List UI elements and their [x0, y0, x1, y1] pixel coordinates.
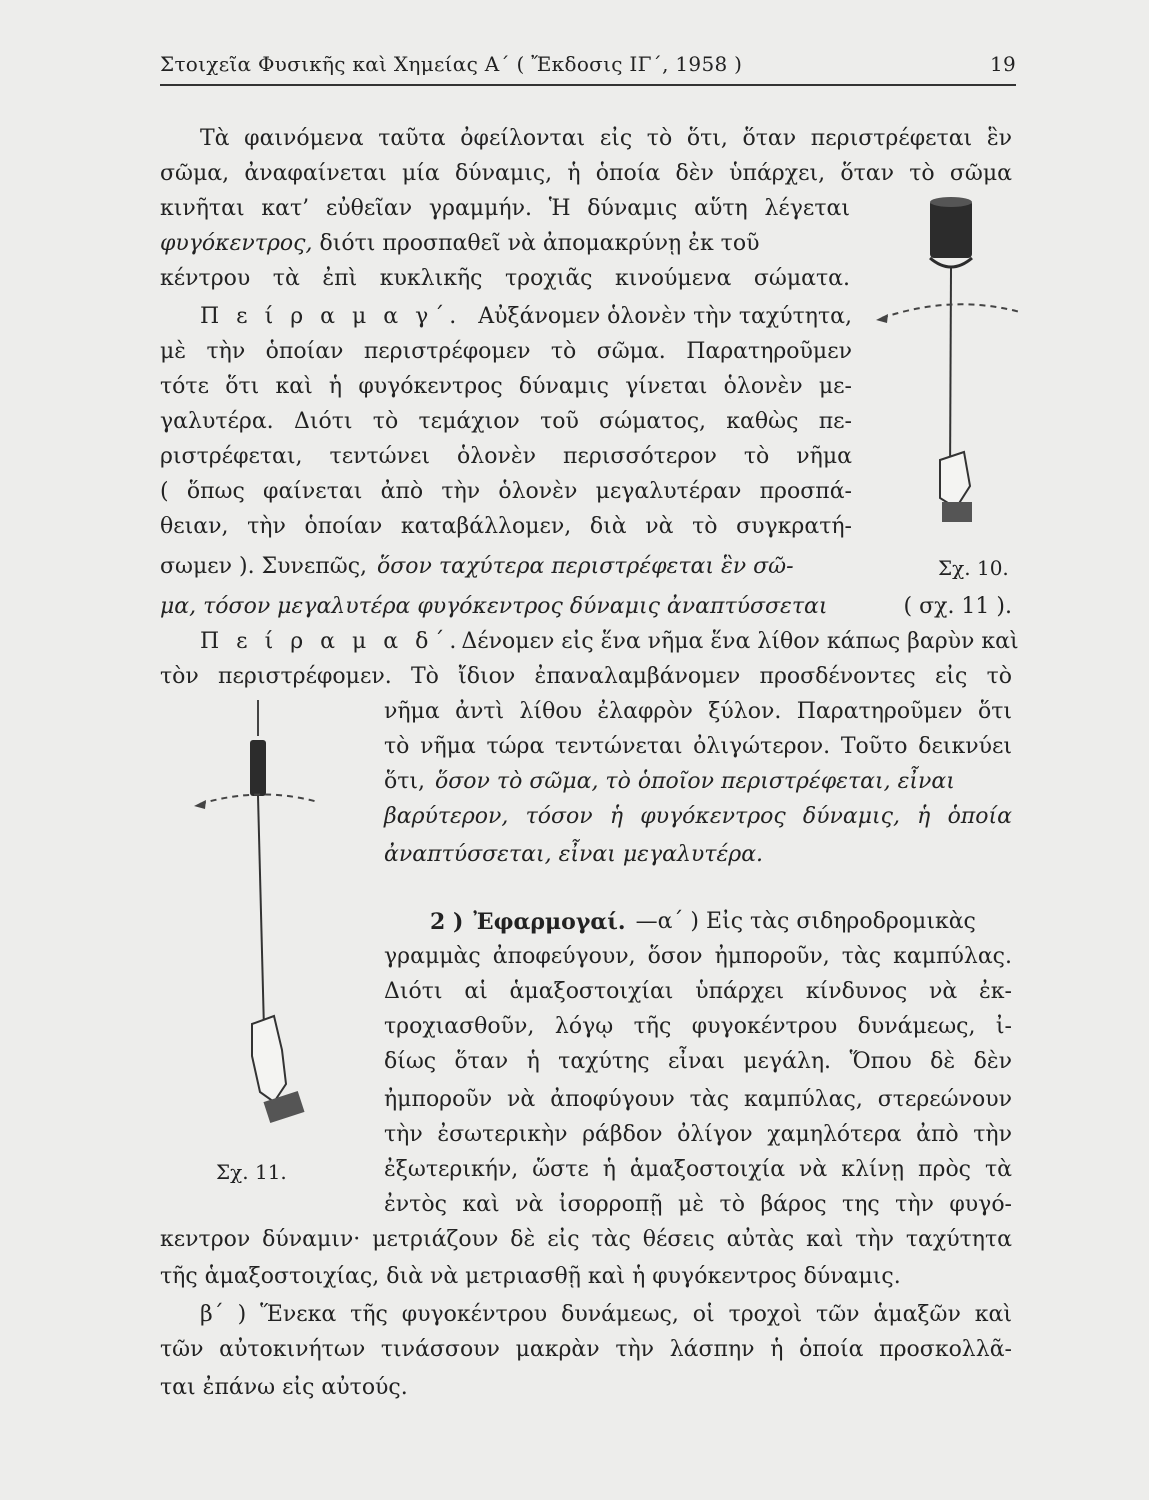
header-rule: [160, 84, 1016, 86]
text-line: κινῆται κατ’ εὐθεῖαν γραμμήν. Ἡ δύναμις αὕτη λέγεται: [160, 196, 850, 221]
text-line: τὸ νῆμα τώρα τεντώνεται ὀλιγώτερον. Τοῦτο δεικνύει: [384, 734, 1012, 759]
text-line: Π ε ί ρ α μ α δ΄. Δένομεν εἰς ἕνα νῆμα ἕνα λίθον κάπως βαρὺν καὶ: [200, 627, 1012, 657]
term-centrifugal: φυγόκεντρος,: [160, 231, 313, 256]
text-line: ἐξωτερικήν, ὥστε ἡ ἁμαξοστοιχία νὰ κλίνῃ πρὸς τὰ: [384, 1157, 1012, 1182]
header-title: Στοιχεῖα Φυσικῆς καὶ Χημείας Α΄ ( Ἔκδοσις ΙΓ΄, 1958 ): [160, 52, 743, 76]
text-line: ἐντὸς καὶ νὰ ἰσορροπῇ μὲ τὸ βάρος της τὴν φυγό-: [384, 1192, 1012, 1217]
text-line: Διότι αἱ ἁμαξοστοιχίαι ὑπάρχει κίνδυνος νὰ ἐκ-: [384, 979, 1012, 1004]
stone-shape: [250, 740, 266, 796]
text-line: γραμμὰς ἀποφεύγουν, ὅσον ἠμποροῦν, τὰς καμπύλας.: [384, 944, 1012, 969]
text-line: φυγόκεντρος, διότι προσπαθεῖ νὰ ἀπομακρύνῃ ἐκ τοῦ: [160, 231, 760, 256]
figure-10-caption: Σχ. 10.: [938, 556, 1009, 580]
section-number: 2 ): [430, 909, 464, 935]
figure-10-illustration: [872, 190, 1032, 530]
text-line: β΄ ) Ἕνεκα τῆς φυγοκέντρου δυνάμεως, οἱ τροχοὶ τῶν ἁμαξῶν καὶ: [200, 1302, 1012, 1327]
text-line: Π ε ί ρ α μ α γ΄. Αὐξάνομεν ὁλονὲν τὴν ταχύτητα,: [200, 302, 852, 332]
text-line: τροχιασθοῦν, λόγῳ τῆς φυγοκέντρου δυνάμεως, ἰ-: [384, 1014, 1012, 1039]
hand-shape: [940, 452, 970, 508]
text-line: βαρύτερον, τόσον ἡ φυγόκεντρος δύναμις, ἡ ὁποία: [384, 804, 1012, 829]
text-line: ἀναπτύσσεται, εἶναι μεγαλυτέρα.: [384, 842, 764, 867]
hand-shape: [252, 1016, 286, 1102]
text-line: ὅτι, ὅσον τὸ σῶμα, τὸ ὁποῖον περιστρέφεται, εἶναι: [384, 769, 955, 794]
text-line: γαλυτέρα. Διότι τὸ τεμάχιον τοῦ σώματος, καθὼς πε-: [160, 409, 852, 434]
text-line: κεντρον δύναμιν· μετριάζουν δὲ εἰς τὰς θέσεις αὐτὰς καὶ τὴν ταχύτητα: [160, 1227, 1012, 1252]
text-line: ἠμποροῦν νὰ ἀποφύγουν τὰς καμπύλας, στερεώνουν: [384, 1087, 1012, 1112]
text-line: θειαν, τὴν ὁποίαν καταβάλλομεν, διὰ νὰ τὸ συγκρατή-: [160, 514, 852, 539]
figure-11-illustration: [190, 700, 350, 1160]
experiment-heading: Π ε ί ρ α μ α γ΄.: [200, 304, 462, 329]
experiment-heading: Π ε ί ρ α μ α δ΄.: [200, 629, 462, 654]
text-line: σῶμα, ἀναφαίνεται μία δύναμις, ἡ ὁποία δὲν ὑπάρχει, ὅταν τὸ σῶμα: [160, 161, 1012, 186]
text-line: μὲ τὴν ὁποίαν περιστρέφομεν τὸ σῶμα. Παρατηροῦμεν: [160, 339, 852, 364]
text-line: ται ἐπάνω εἰς αὐτούς.: [160, 1375, 408, 1400]
page-number: 19: [989, 52, 1016, 76]
running-header: [160, 52, 1016, 76]
weight-shape: [930, 200, 972, 258]
figure-11-caption: Σχ. 11.: [216, 1160, 287, 1184]
text-line: 2 ) Ἐφαρμογαί. —α΄ ) Εἰς τὰς σιδηροδρομικὰς: [430, 909, 976, 935]
text-line: σωμεν ). Συνεπῶς, ὅσον ταχύτερα περιστρέφεται ἓν σῶ-: [160, 554, 794, 579]
text-line: νῆμα ἀντὶ λίθου ἐλαφρὸν ξύλον. Παρατηροῦμεν ὅτι: [384, 699, 1012, 724]
text-line: τῆς ἁμαξοστοιχίας, διὰ νὰ μετριασθῇ καὶ ἡ φυγόκεντρος δύναμις.: [160, 1264, 901, 1289]
text-line: ριστρέφεται, τεντώνει ὁλονὲν περισσότερον τὸ νῆμα: [160, 444, 852, 469]
text-line: τότε ὅτι καὶ ἡ φυγόκεντρος δύναμις γίνεται ὁλονὲν με-: [160, 374, 852, 399]
text-line: τὴν ἐσωτερικὴν ράβδον ὀλίγον χαμηλότερα ἀπὸ τὴν: [384, 1122, 1012, 1147]
text-line: Τὰ φαινόμενα ταῦτα ὀφείλονται εἰς τὸ ὅτι, ὅταν περιστρέφεται ἓν: [200, 126, 1012, 151]
text-line: δίως ὅταν ἡ ταχύτης εἶναι μεγάλη. Ὅπου δὲ δὲν: [384, 1049, 1012, 1074]
text-line: τὸν περιστρέφομεν. Τὸ ἴδιον ἐπαναλαμβάνομεν προσδένοντες εἰς τὸ: [160, 664, 1012, 689]
text-line: κέντρου τὰ ἐπὶ κυκλικῆς τροχιᾶς κινούμενα σώματα.: [160, 266, 850, 291]
section-heading: Ἐφαρμογαί.: [473, 909, 626, 935]
text-line: μα, τόσον μεγαλυτέρα φυγόκεντρος δύναμις ἀναπτύσσεται ( σχ. 11 ).: [160, 594, 1012, 619]
text-line: ( ὅπως φαίνεται ἀπὸ τὴν ὁλονὲν μεγαλυτέραν προσπά-: [160, 479, 852, 504]
text-line: τῶν αὐτοκινήτων τινάσσουν μακρὰν τὴν λάσπην ἡ ὁποία προσκολλᾶ-: [160, 1337, 1012, 1362]
